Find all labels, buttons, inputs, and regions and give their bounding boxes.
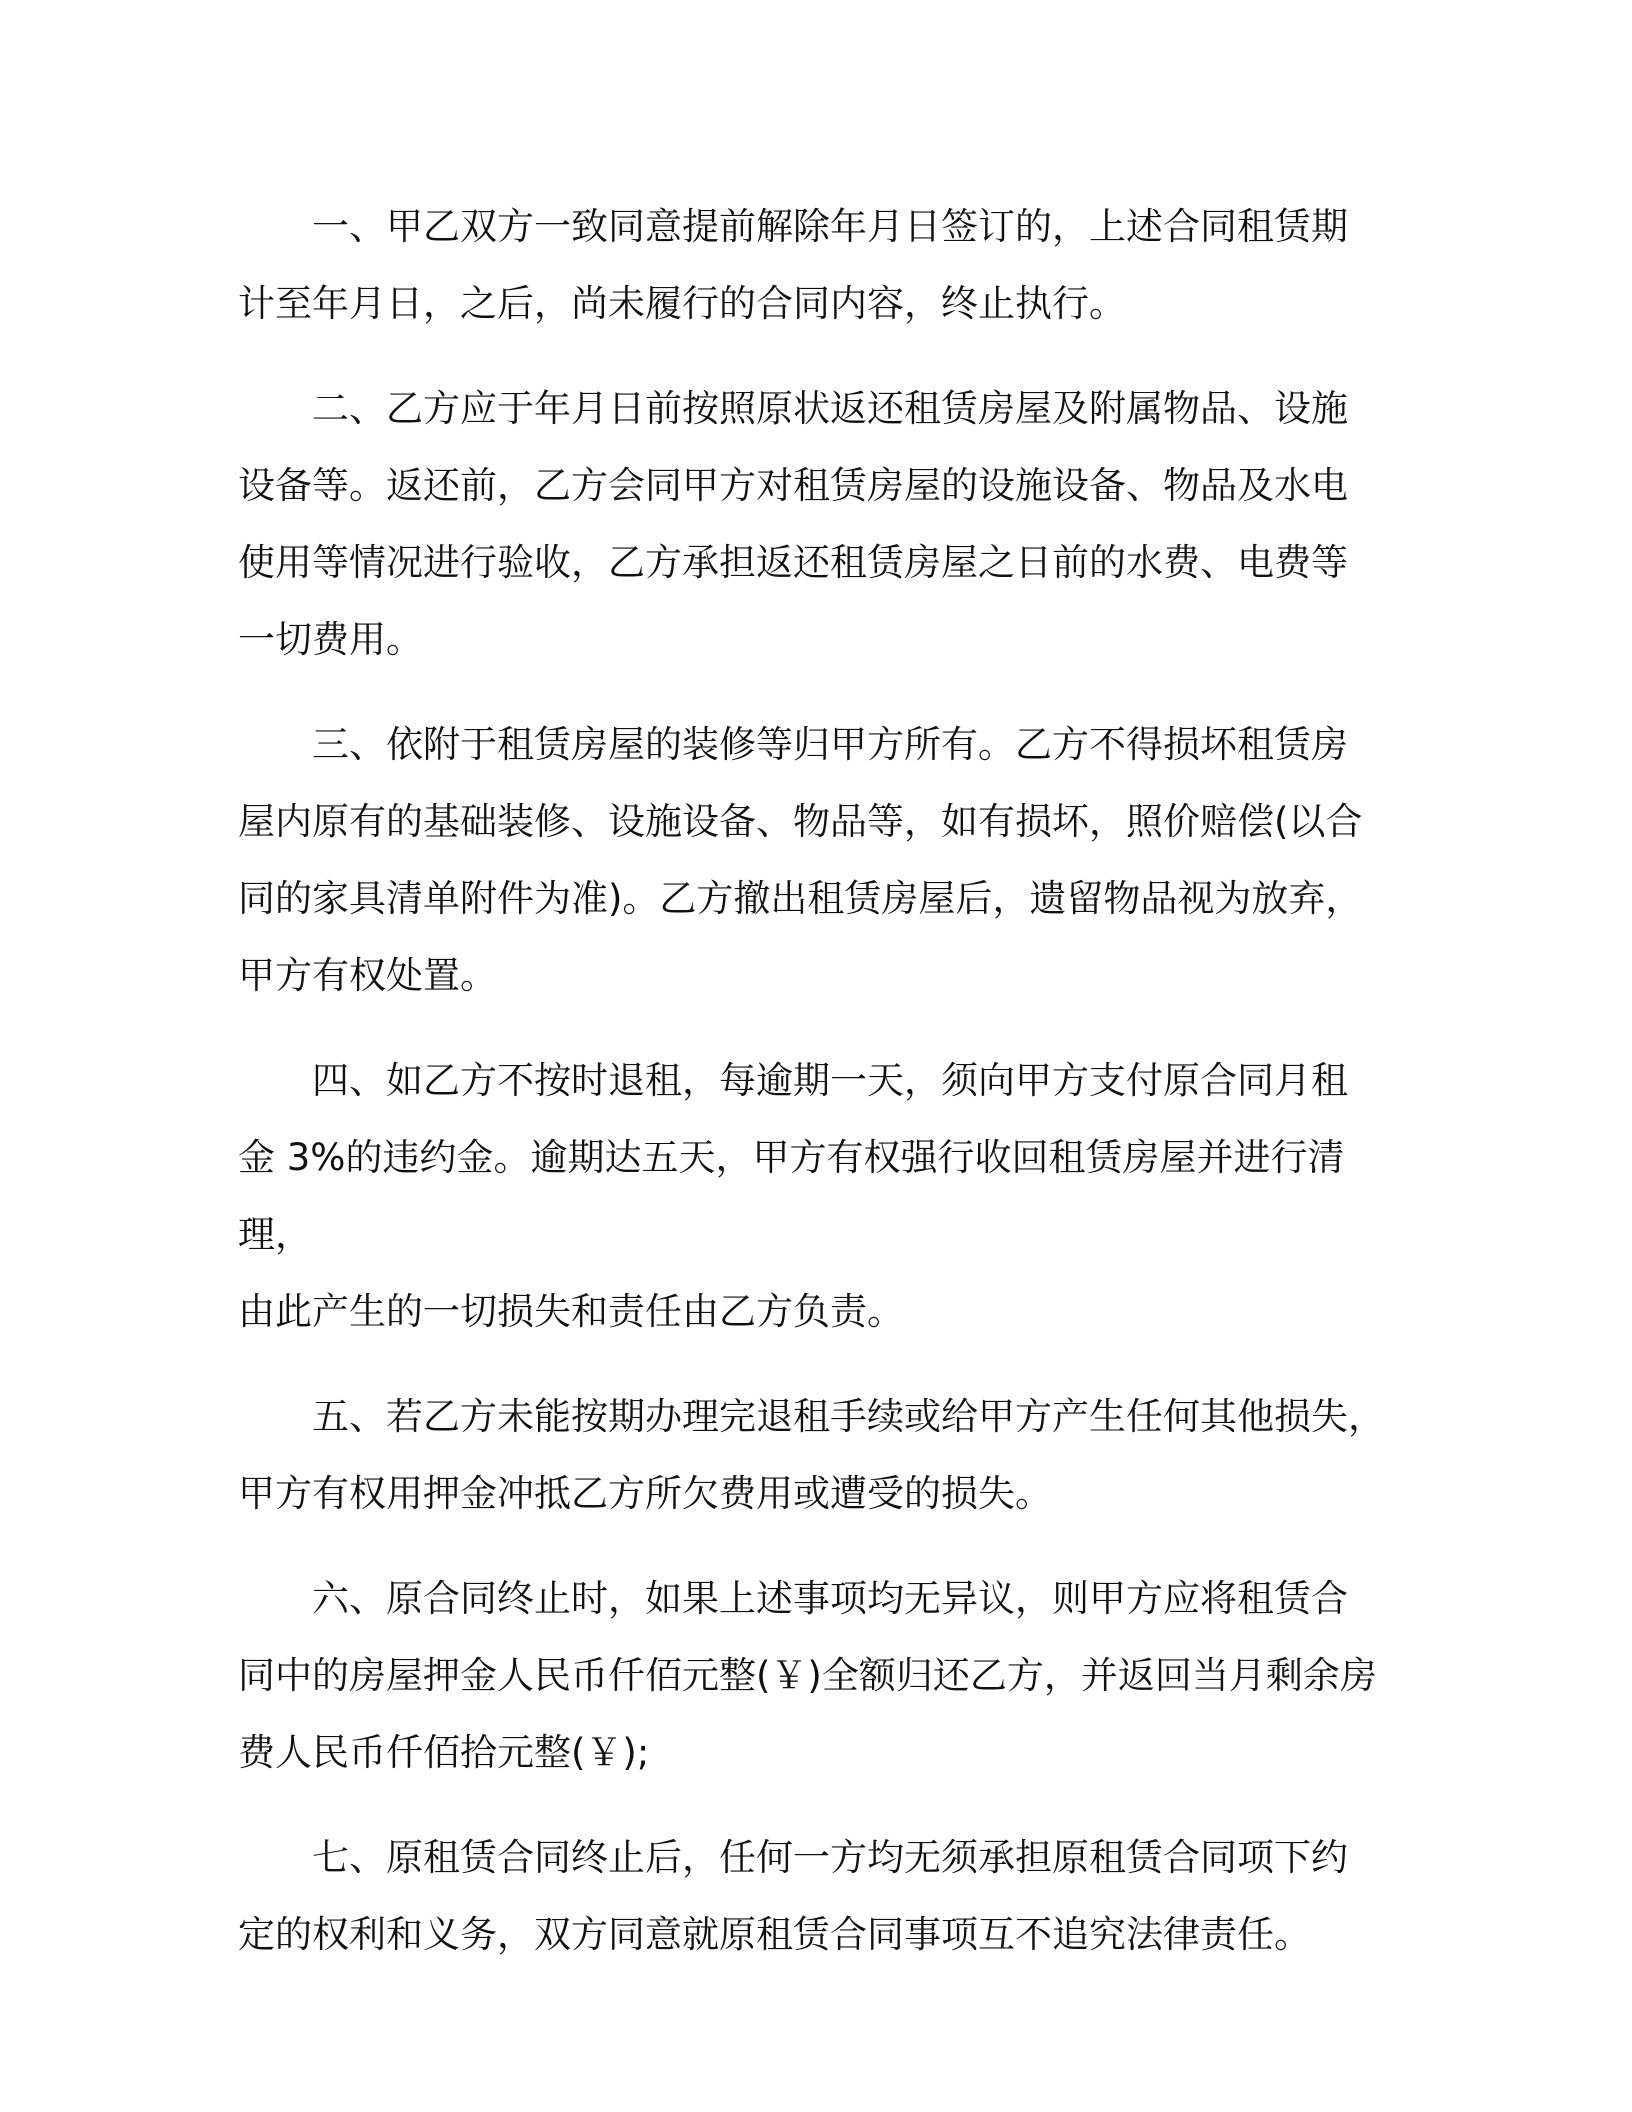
clause-1: 一、甲乙双方一致同意提前解除年月日签订的，上述合同租赁期 计至年月日，之后，尚未履行的合同内容，终止执行。 [238,205,1348,325]
clause-4: 四、如乙方不按时退租，每逾期一天，须向甲方支付原合同月租 金 3%的违约金。逾期达五天，甲方有权强行收回租赁房屋并进行清理， 由此产生的一切损失和责任由乙方负责。 [238,1059,1348,1333]
clause-5: 五、若乙方未能按期办理完退租手续或给甲方产生任何其他损失， 甲方有权用押金冲抵乙方所欠费用或遭受的损失。 [238,1395,1385,1515]
clause-7: 七、原租赁合同终止后，任何一方均无须承担原租赁合同项下约 定的权利和义务，双方同意就原租赁合同事项互不追究法律责任。 [238,1836,1348,1956]
clause-3: 三、依附于租赁房屋的装修等归甲方所有。乙方不得损坏租赁房 屋内原有的基础装修、设施设备、物品等，如有损坏，照价赔偿(以合 同的家具清单附件为准)。乙方撤出租赁房屋后，遗留物品视为放弃， 甲方有权处置。 [238,723,1363,997]
document-body [238,188,1413,2001]
clause-2: 二、乙方应于年月日前按照原状返还租赁房屋及附属物品、设施 设备等。返还前，乙方会同甲方对租赁房屋的设施设备、物品及水电 使用等情况进行验收，乙方承担返还租赁房屋之日前的水费、电费等 一切费用。 [238,387,1348,661]
clause-6: 六、原合同终止时，如果上述事项均无异议，则甲方应将租赁合 同中的房屋押金人民币仟佰元整(￥)全额归还乙方，并返回当月剩余房 费人民币仟佰拾元整(￥); [238,1577,1377,1774]
